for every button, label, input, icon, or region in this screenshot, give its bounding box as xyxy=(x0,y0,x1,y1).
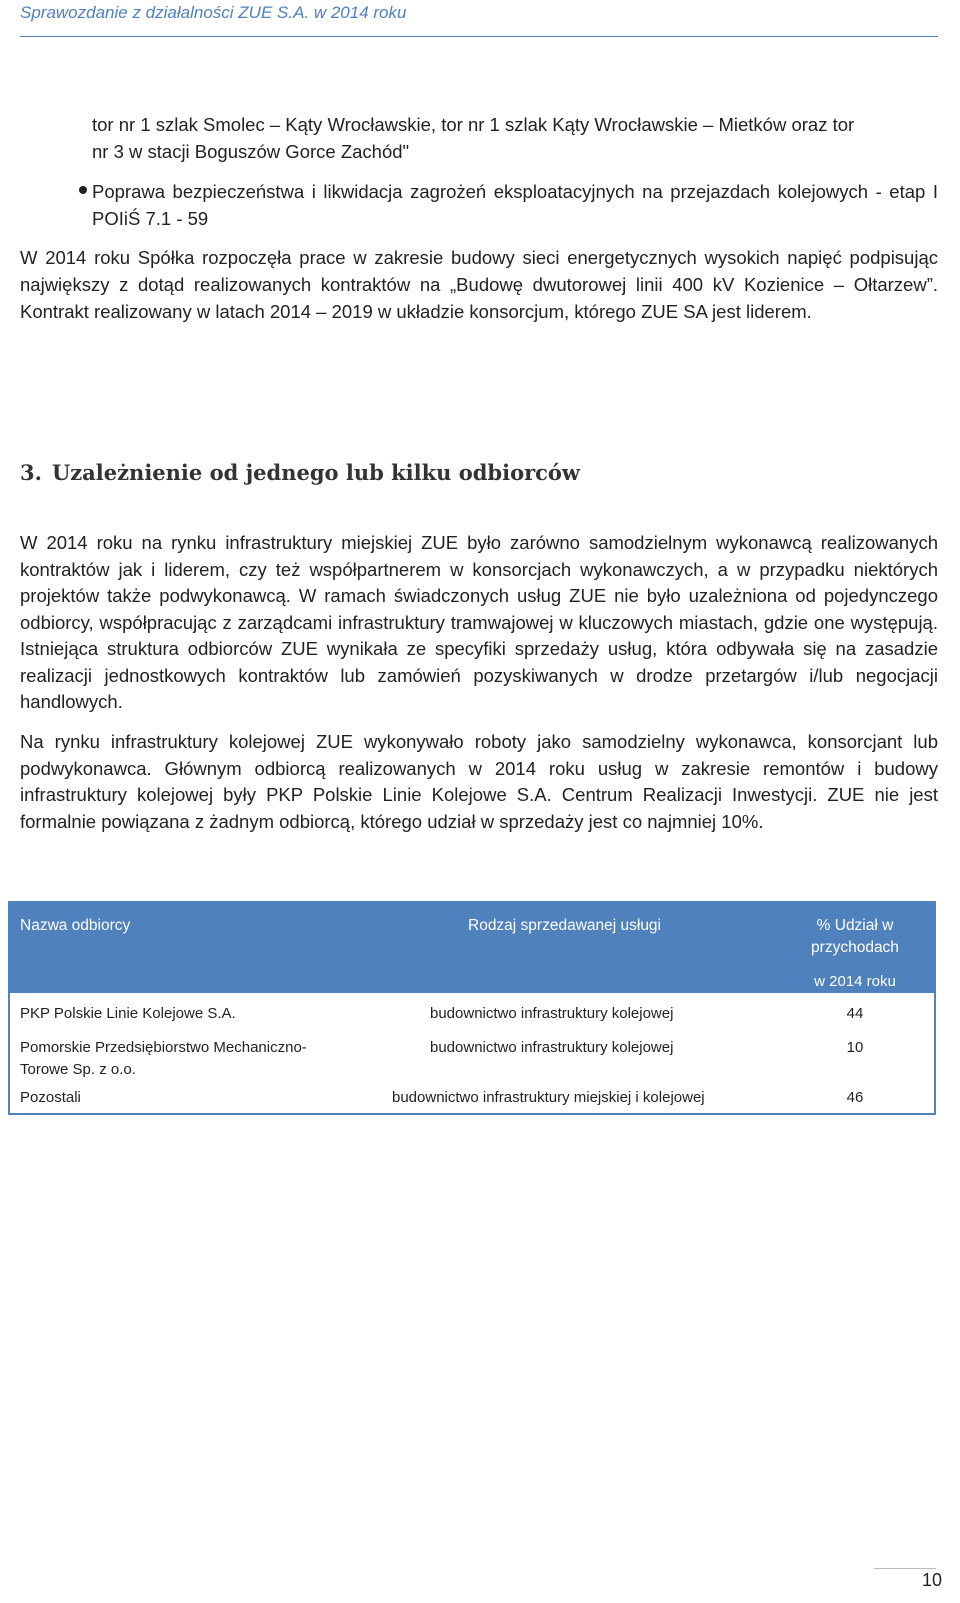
paragraph-rail-infrastructure: Na rynku infrastruktury kolejowej ZUE wykonywało roboty jako samodzielny wykonawca, konsorcjant lub podwykonawca. Głównym odbiorcą realizowanych w 2014 roku usług w zakresie remontów i budowy infrastruktury kolejowej były PKP Polskie Linie Kolejowe S.A. Centrum Realizacji Inwestycji. ZUE nie jest formalnie powiązana z żadnym odbiorcą, którego udział w sprzedaży jest co najmniej 10%. xyxy=(20,731,938,832)
table-row xyxy=(10,1027,934,1085)
section-title: Uzależnienie od jednego lub kilku odbiorców xyxy=(51,460,581,485)
continuation-line-1: tor nr 1 szlak Smolec – Kąty Wrocławskie, tor nr 1 szlak Kąty Wrocławskie – Mietków oraz tor xyxy=(92,114,855,135)
intro-paragraph: W 2014 roku Spółka rozpoczęła prace w zakresie budowy sieci energetycznych wysokich napięć podpisując największy z dotąd realizowanych kontraktów na „Budowę dwutorowej linii 400 kV Kozienice – Ołtarzew”. Kontrakt realizowany w latach 2014 – 2019 w układzie konsorcjum, którego ZUE SA jest liderem. xyxy=(20,247,938,322)
header-share-line-1: % Udział w xyxy=(816,917,894,934)
bullet-icon xyxy=(79,186,87,194)
header-service-type: Rodzaj sprzedawanej usługi xyxy=(468,917,662,934)
row-service-type: budownictwo infrastruktury kolejowej xyxy=(430,1039,674,1056)
page-header xyxy=(20,2,938,37)
section-heading xyxy=(20,458,580,488)
table-row xyxy=(10,993,934,1027)
header-share-line-2: przychodach xyxy=(811,939,899,956)
header-share-year: w 2014 roku xyxy=(814,973,896,990)
customers-table xyxy=(8,901,936,1115)
row-customer-name: Pozostali xyxy=(20,1089,81,1106)
row-customer-name: Pomorskie Przedsiębiorstwo Mechaniczno-Torowe Sp. z o.o. xyxy=(20,1039,307,1078)
page-number: 10 xyxy=(921,1570,942,1590)
row-service-type: budownictwo infrastruktury miejskiej i kolejowej xyxy=(392,1089,705,1106)
table-header xyxy=(10,903,934,993)
header-revenue-share xyxy=(790,915,920,959)
header-customer-name: Nazwa odbiorcy xyxy=(20,917,131,934)
row-share: 10 xyxy=(846,1039,864,1056)
paragraph-urban-infrastructure: W 2014 roku na rynku infrastruktury miejskiej ZUE było zarówno samodzielnym wykonawcą realizowanych kontraktów jak i liderem, czy też współpartnerem w konsorcjach wykonawczych, a w przypadku niektórych projektów także podwykonawcą. W ramach świadczonych usług ZUE nie było uzależniona od pojedynczego odbiorcy, współpracując z zarządcami infrastruktury tramwajowej w kluczowych miastach, gdzie one występują. Istniejąca struktura odbiorców ZUE wynikała ze specyfiki sprzedaży usług, która odbywała się na zasadzie realizacji jednostkowych kontraktów lub zamówień pozyskiwanych w drodze przetargów i/lub negocjacji handlowych. xyxy=(20,532,938,712)
bullet-item-text: Poprawa bezpieczeństwa i likwidacja zagrożeń eksploatacyjnych na przejazdach kolejowych - etap I POIiŚ 7.1 - 59 xyxy=(92,181,938,229)
continuation-line-2: nr 3 w stacji Boguszów Gorce Zachód" xyxy=(92,141,410,162)
row-service-type: budownictwo infrastruktury kolejowej xyxy=(430,1005,674,1022)
footer-rule xyxy=(874,1568,936,1569)
row-share: 44 xyxy=(846,1005,864,1022)
report-title: Sprawozdanie z działalności ZUE S.A. w 2014 roku xyxy=(20,3,407,22)
row-customer-name: PKP Polskie Linie Kolejowe S.A. xyxy=(20,1005,236,1022)
row-share: 46 xyxy=(846,1089,864,1106)
table-row xyxy=(10,1085,934,1113)
section-number: 3. xyxy=(20,460,42,485)
